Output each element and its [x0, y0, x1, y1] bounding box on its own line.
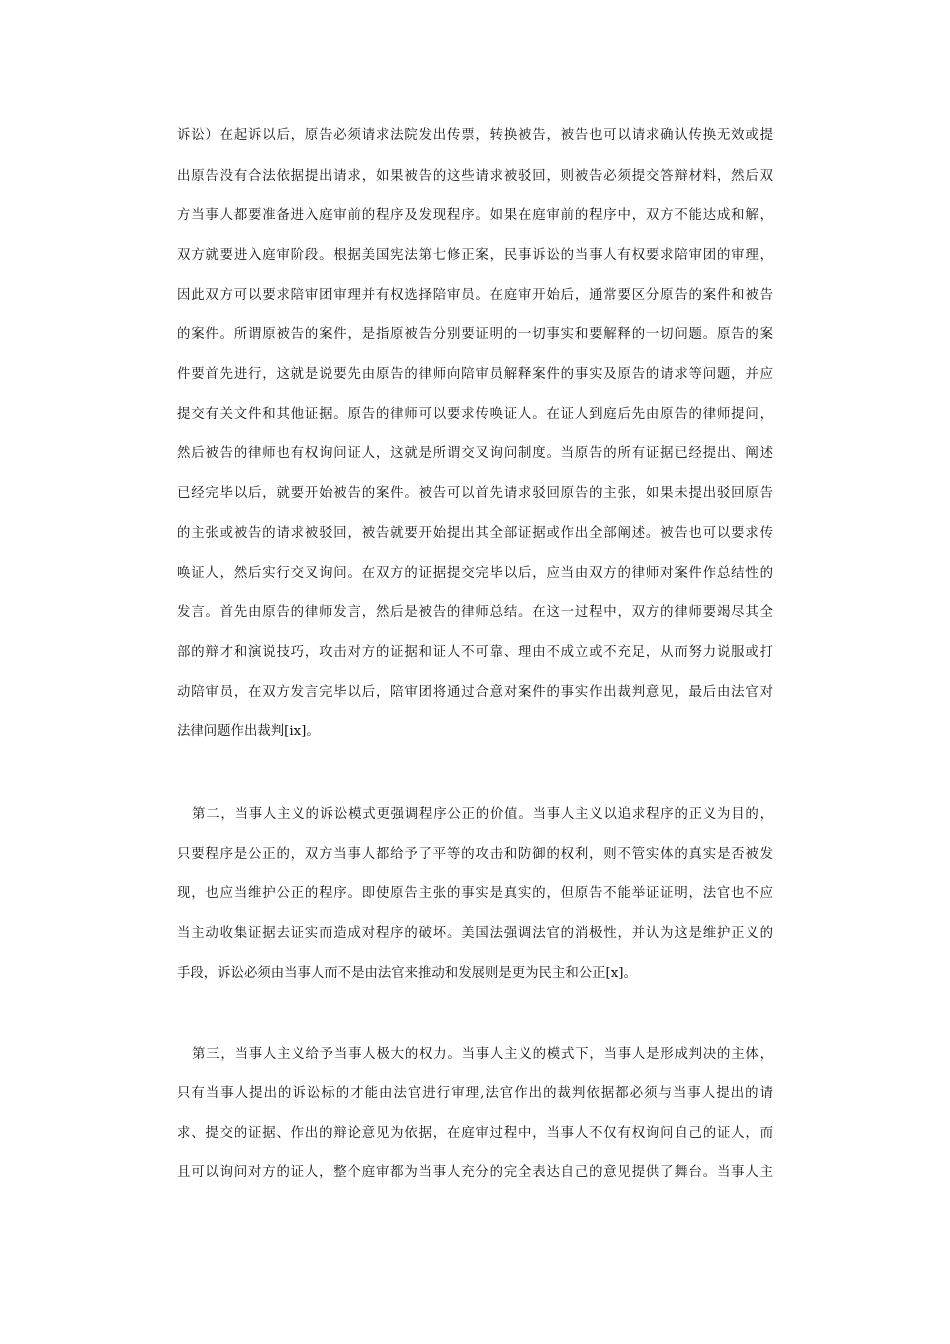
- text-line: 提交有关文件和其他证据。原告的律师可以要求传唤证人。在证人到庭后先由原告的律师提问，: [177, 407, 773, 422]
- text-line: 的主张或被告的请求被驳回，被告就要开始提出其全部证据或作出全部阐述。被告也可以要求传: [177, 526, 773, 541]
- text-line: 诉讼）在起诉以后，原告必须请求法院发出传票，转换被告，被告也可以请求确认传换无效或提: [177, 128, 773, 143]
- text-line: 且可以询问对方的证人，整个庭审都为当事人充分的完全表达自己的意见提供了舞台。当事人主: [177, 1165, 773, 1180]
- text-line: 唤证人，然后实行交叉询问。在双方的证据提交完毕以后，应当由双方的律师对案件作总结性的: [177, 566, 773, 581]
- text-line: 现，也应当维护公正的程序。即使原告主张的事实是真实的，但原告不能举证证明，法官也不应: [177, 886, 773, 901]
- text-line: 手段，诉讼必须由当事人而不是由法官来推动和发展则是更为民主和公正[x]。: [177, 966, 637, 981]
- text-line: 已经完毕以后，就要开始被告的案件。被告可以首先请求驳回原告的主张，如果未提出驳回原告: [177, 486, 773, 501]
- text-line: 方当事人都要准备进入庭审前的程序及发现程序。如果在庭审前的程序中，双方不能达成和解，: [177, 208, 773, 223]
- text-line: 动陪审员，在双方发言完毕以后，陪审团将通过合意对案件的事实作出裁判意见，最后由法官对: [177, 685, 773, 700]
- text-line: 双方就要进入庭审阶段。根据美国宪法第七修正案，民事诉讼的当事人有权要求陪审团的审理，: [177, 248, 773, 263]
- text-line: 法律问题作出裁判[ix]。: [177, 724, 320, 739]
- text-line: 部的辩才和演说技巧，攻击对方的证据和证人不可靠、理由不成立或不充足，从而努力说服或打: [177, 645, 773, 660]
- text-line: 出原告没有合法依据提出请求，如果被告的这些请求被驳回，则被告必须提交答辩材料，然后双: [177, 169, 773, 184]
- text-line: 第二，当事人主义的诉讼模式更强调程序公正的价值。当事人主义以追求程序的正义为目的，: [192, 807, 773, 822]
- text-line: 当主动收集证据去证实而造成对程序的破坏。美国法强调法官的消极性，并认为这是维护正义的: [177, 926, 773, 941]
- text-line: 只有当事人提出的诉讼标的才能由法官进行审理,法官作出的裁判依据都必须与当事人提出的请: [177, 1086, 773, 1101]
- text-line: 的案件。所谓原被告的案件，是指原被告分别要证明的一切事实和要解释的一切问题。原告的案: [177, 327, 773, 342]
- text-line: 只要程序是公正的，双方当事人都给予了平等的攻击和防御的权利，则不管实体的真实是否被发: [177, 847, 773, 862]
- text-line: 然后被告的律师也有权询问证人，这就是所谓交叉询问制度。当原告的所有证据已经提出、阐述: [177, 446, 773, 461]
- text-line: 求、提交的证据、作出的辩论意见为依据，在庭审过程中，当事人不仅有权询问自己的证人，而: [177, 1126, 773, 1141]
- text-line: 发言。首先由原告的律师发言，然后是被告的律师总结。在这一过程中，双方的律师要竭尽其全: [177, 605, 773, 620]
- text-line: 因此双方可以要求陪审团审理并有权选择陪审员。在庭审开始后，通常要区分原告的案件和被告: [177, 288, 773, 303]
- text-line: 第三，当事人主义给予当事人极大的权力。当事人主义的模式下，当事人是形成判决的主体，: [192, 1047, 773, 1062]
- text-line: 件要首先进行，这就是说要先由原告的律师向陪审员解释案件的事实及原告的请求等问题，并应: [177, 367, 773, 382]
